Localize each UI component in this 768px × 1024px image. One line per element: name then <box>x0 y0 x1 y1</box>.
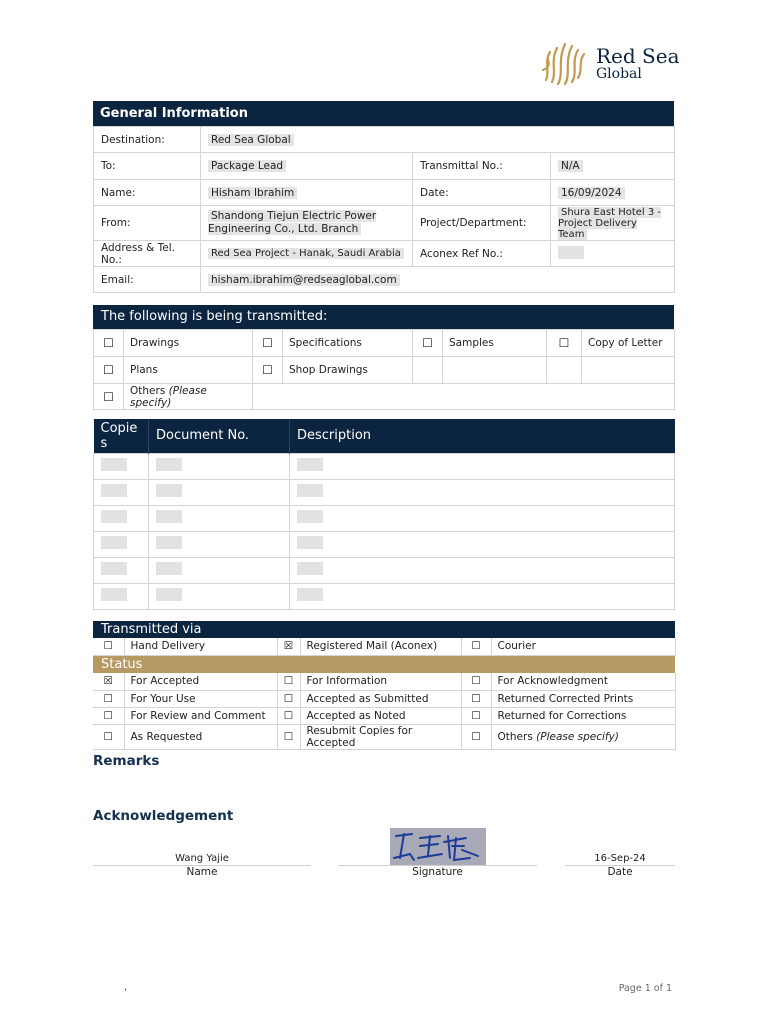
remarks-heading: Remarks <box>93 753 160 769</box>
document-row <box>94 531 675 557</box>
copies-cell[interactable] <box>94 531 149 557</box>
status-table <box>93 673 676 750</box>
status-row <box>93 673 675 690</box>
status-checkbox[interactable]: ☐ <box>277 690 300 707</box>
copies-cell-placeholder <box>101 588 127 601</box>
transmitted-title: The following is being transmitted: <box>101 309 328 324</box>
status-option-label: For Information <box>300 673 461 690</box>
hand-delivery-checkbox[interactable]: ☐ <box>93 638 124 655</box>
copy-of-letter-checkbox[interactable]: ☐ <box>547 330 582 357</box>
ack-name-label: Name <box>186 866 218 878</box>
aconex-value <box>558 246 584 259</box>
status-checkbox[interactable]: ☒ <box>93 673 124 690</box>
col-document-no: Document No. <box>149 419 290 453</box>
description-cell[interactable] <box>290 557 675 583</box>
document-row <box>94 505 675 531</box>
from-label: From: <box>94 206 201 241</box>
description-cell[interactable] <box>290 505 675 531</box>
footer-mark: , <box>124 982 128 993</box>
docno-cell[interactable] <box>149 531 290 557</box>
plans-checkbox[interactable]: ☐ <box>94 357 124 384</box>
status-checkbox[interactable]: ☐ <box>461 724 491 749</box>
document-row <box>94 583 675 609</box>
status-checkbox[interactable]: ☐ <box>461 707 491 724</box>
aconex-label: Aconex Ref No.: <box>413 241 551 267</box>
description-cell-placeholder <box>297 562 323 575</box>
ack-signature-label: Signature <box>412 866 463 878</box>
docno-cell-placeholder <box>156 588 182 601</box>
description-cell-placeholder <box>297 510 323 523</box>
company-logo <box>540 40 680 86</box>
status-checkbox[interactable]: ☐ <box>93 724 124 749</box>
copies-cell-placeholder <box>101 510 127 523</box>
specifications-label: Specifications <box>283 330 413 357</box>
logo-text-line1: Red Sea <box>596 44 680 68</box>
drawings-label: Drawings <box>124 330 253 357</box>
status-option-label: Resubmit Copies for Accepted <box>300 724 461 749</box>
status-option-label: For Acknowledgment <box>491 673 675 690</box>
document-row <box>94 557 675 583</box>
general-info-title: General Information <box>100 106 248 121</box>
general-info-header <box>93 101 674 126</box>
others-label: Others (Please specify) <box>124 384 253 410</box>
name-label: Name: <box>94 180 201 206</box>
docno-cell-placeholder <box>156 458 182 471</box>
status-checkbox[interactable]: ☐ <box>277 707 300 724</box>
general-info-table <box>93 126 675 293</box>
acknowledgement-heading: Acknowledgement <box>93 808 234 824</box>
status-option-label: For Your Use <box>124 690 277 707</box>
status-option-label: Accepted as Submitted <box>300 690 461 707</box>
logo-mark-icon <box>540 40 590 86</box>
status-checkbox[interactable]: ☐ <box>277 673 300 690</box>
registered-mail-checkbox[interactable]: ☒ <box>277 638 300 655</box>
description-cell-placeholder <box>297 484 323 497</box>
status-row <box>93 690 675 707</box>
others-note: (Please specify) <box>130 384 207 409</box>
address-value: Red Sea Project - Hanak, Saudi Arabia <box>208 248 404 259</box>
email-value: hisham.ibrahim@redseaglobal.com <box>208 274 400 286</box>
docno-cell-placeholder <box>156 510 182 523</box>
shop-drawings-label: Shop Drawings <box>283 357 413 384</box>
docno-cell[interactable] <box>149 453 290 479</box>
copy-of-letter-label: Copy of Letter <box>582 330 675 357</box>
description-cell-placeholder <box>297 536 323 549</box>
hand-delivery-label: Hand Delivery <box>124 638 277 655</box>
ack-date-value: 16-Sep-24 <box>594 853 646 864</box>
to-label: To: <box>94 153 201 180</box>
copies-cell[interactable] <box>94 583 149 609</box>
samples-label: Samples <box>443 330 547 357</box>
status-option-label: As Requested <box>124 724 277 749</box>
email-label: Email: <box>94 267 201 293</box>
copies-cell-placeholder <box>101 484 127 497</box>
plans-label: Plans <box>124 357 253 384</box>
copies-cell[interactable] <box>94 557 149 583</box>
description-cell-placeholder <box>297 458 323 471</box>
status-option-label: Returned for Corrections <box>491 707 675 724</box>
copies-cell[interactable] <box>94 505 149 531</box>
ack-name-value: Wang Yajie <box>175 853 229 864</box>
description-cell[interactable] <box>290 453 675 479</box>
name-value: Hisham Ibrahim <box>208 187 297 199</box>
date-value: 16/09/2024 <box>558 187 625 199</box>
registered-mail-label: Registered Mail (Aconex) <box>300 638 461 655</box>
status-checkbox[interactable]: ☐ <box>461 690 491 707</box>
project-value: Shura East Hotel 3 - Project Delivery Team <box>558 206 662 240</box>
col-copies: Copies <box>100 420 138 451</box>
status-checkbox[interactable]: ☐ <box>93 690 124 707</box>
status-option-label: Returned Corrected Prints <box>491 690 675 707</box>
documents-table <box>93 419 675 610</box>
document-row <box>94 453 675 479</box>
destination-value: Red Sea Global <box>208 134 294 146</box>
copies-cell-placeholder <box>101 536 127 549</box>
transmittal-value: N/A <box>558 160 583 172</box>
status-row <box>93 724 675 749</box>
specifications-checkbox[interactable]: ☐ <box>253 330 283 357</box>
status-option-label: Others (Please specify) <box>491 724 675 749</box>
others-specify-field[interactable] <box>253 384 675 410</box>
docno-cell[interactable] <box>149 583 290 609</box>
status-checkbox[interactable]: ☐ <box>461 673 491 690</box>
transmitted-header <box>93 305 674 329</box>
status-checkbox[interactable]: ☐ <box>93 707 124 724</box>
destination-label: Destination: <box>94 127 201 153</box>
description-cell-placeholder <box>297 588 323 601</box>
status-option-label: For Accepted <box>124 673 277 690</box>
status-option-label: Accepted as Noted <box>300 707 461 724</box>
page-number: Page 1 of 1 <box>618 983 672 994</box>
signature-image <box>390 828 486 865</box>
docno-cell-placeholder <box>156 562 182 575</box>
drawings-checkbox[interactable]: ☐ <box>94 330 124 357</box>
status-checkbox[interactable]: ☐ <box>277 724 300 749</box>
transmitted-table <box>93 329 675 410</box>
status-option-label: For Review and Comment <box>124 707 277 724</box>
docno-cell[interactable] <box>149 479 290 505</box>
description-cell[interactable] <box>290 531 675 557</box>
description-cell[interactable] <box>290 583 675 609</box>
col-description: Description <box>297 428 372 444</box>
copies-cell[interactable] <box>94 453 149 479</box>
shop-drawings-checkbox[interactable]: ☐ <box>253 357 283 384</box>
status-option-note: (Please specify) <box>536 730 619 743</box>
courier-label: Courier <box>491 638 675 655</box>
docno-cell[interactable] <box>149 505 290 531</box>
copies-cell-placeholder <box>101 458 127 471</box>
from-value: Shandong Tiejun Electric Power Engineering Co., Ltd. Branch <box>208 210 377 235</box>
docno-cell-placeholder <box>156 536 182 549</box>
transmitted-via-title: Transmitted via <box>101 622 202 637</box>
description-cell[interactable] <box>290 479 675 505</box>
copies-cell[interactable] <box>94 479 149 505</box>
others-checkbox[interactable]: ☐ <box>94 384 124 410</box>
address-label: Address & Tel. No.: <box>94 241 201 267</box>
project-label: Project/Department: <box>413 206 551 241</box>
samples-checkbox[interactable]: ☐ <box>413 330 443 357</box>
docno-cell[interactable] <box>149 557 290 583</box>
status-header <box>93 656 675 673</box>
ack-date-label: Date <box>607 866 633 878</box>
courier-checkbox[interactable]: ☐ <box>461 638 491 655</box>
document-row <box>94 479 675 505</box>
date-label: Date: <box>413 180 551 206</box>
status-row <box>93 707 675 724</box>
docno-cell-placeholder <box>156 484 182 497</box>
copies-cell-placeholder <box>101 562 127 575</box>
status-title: Status <box>101 657 143 672</box>
logo-text-line2: Global <box>596 66 642 82</box>
transmitted-via-table <box>93 638 676 656</box>
transmittal-label: Transmittal No.: <box>413 153 551 180</box>
transmitted-via-header <box>93 621 675 638</box>
to-value: Package Lead <box>208 160 286 172</box>
